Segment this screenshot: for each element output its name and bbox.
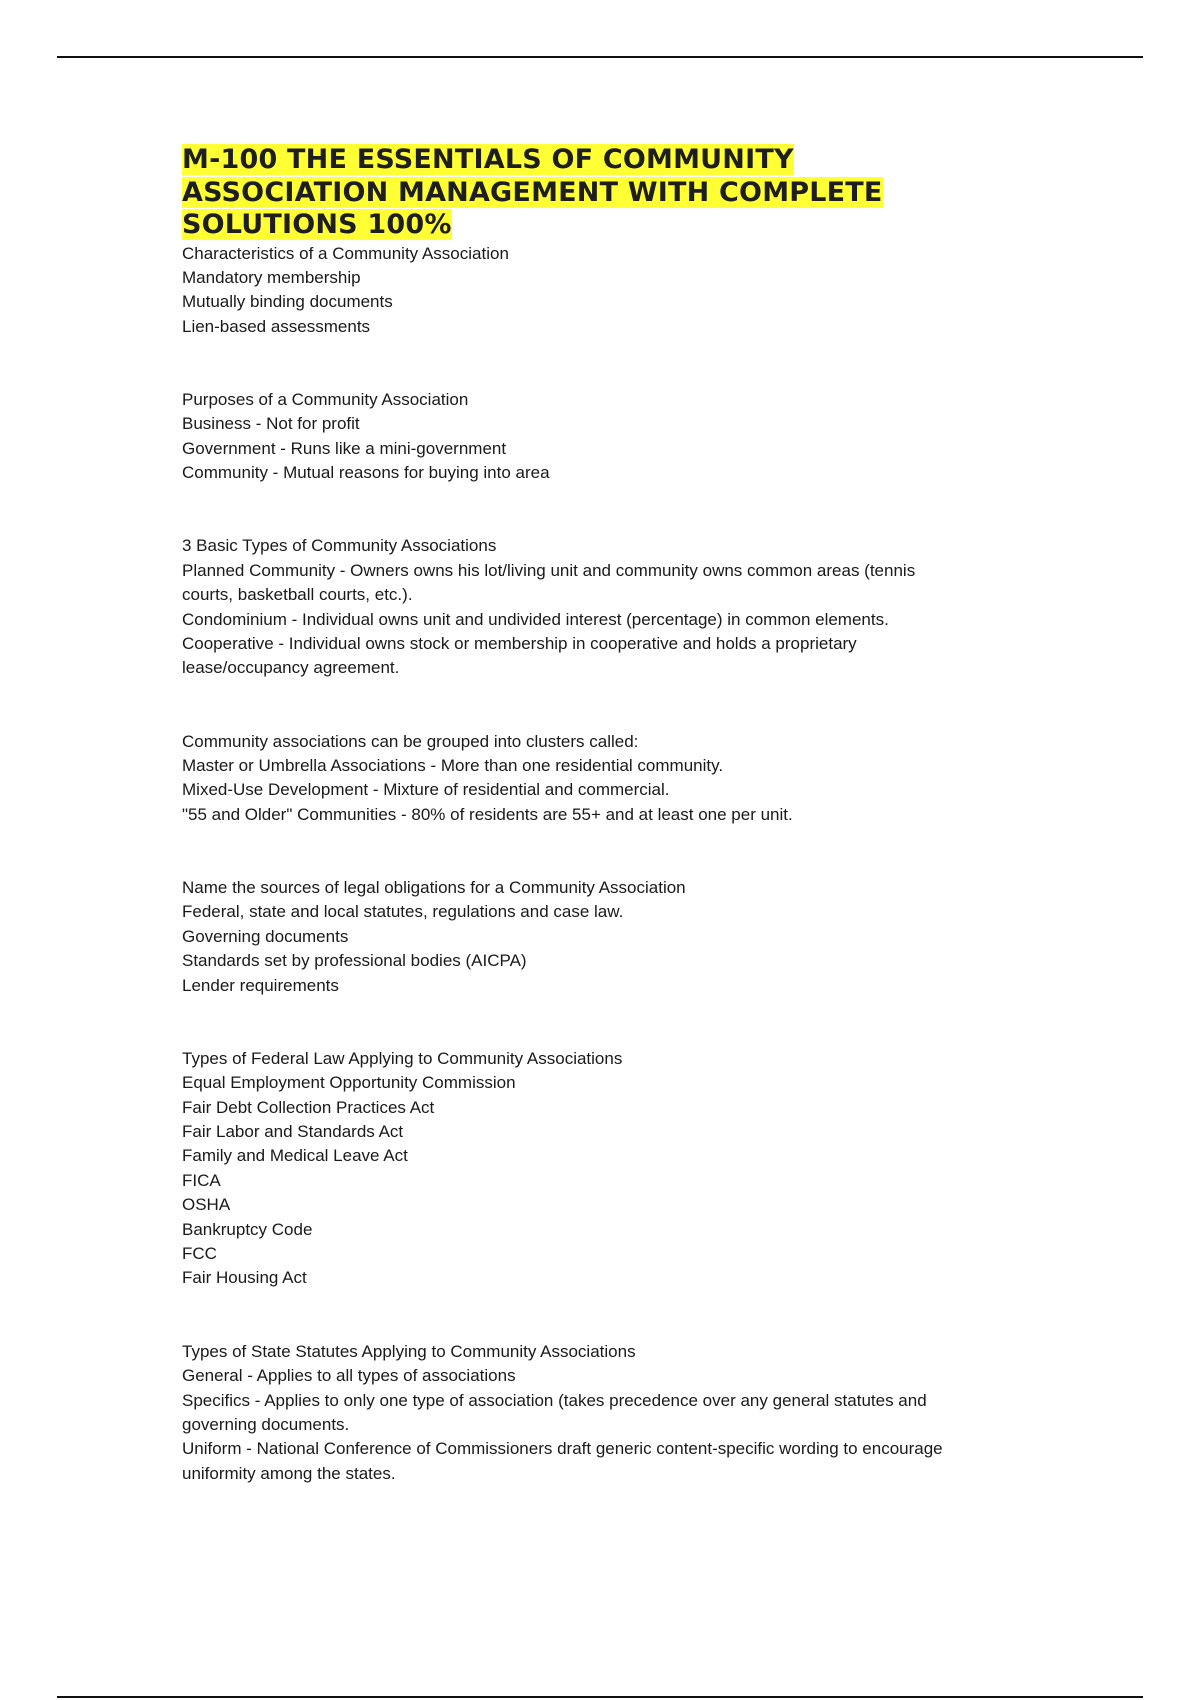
section-heading: Types of Federal Law Applying to Community Associations xyxy=(182,1048,623,1068)
section-line: Lien-based assessments xyxy=(182,316,371,336)
section-line: Cooperative - Individual owns stock or membership in cooperative and holds a proprietary xyxy=(182,633,857,653)
section-line: Governing documents xyxy=(182,926,349,946)
section-line: Condominium - Individual owns unit and undivided interest (percentage) in common elements. xyxy=(182,609,889,629)
top-rule xyxy=(57,56,1143,58)
section-clusters xyxy=(182,730,1022,828)
title-line-1: M-100 THE ESSENTIALS OF COMMUNITY xyxy=(182,144,794,175)
section-line: Federal, state and local statutes, regulations and case law. xyxy=(182,902,624,922)
section-federal-law xyxy=(182,1047,1022,1291)
section-line: FCC xyxy=(182,1244,217,1264)
section-line: Mixed-Use Development - Mixture of residential and commercial. xyxy=(182,780,670,800)
section-line: General - Applies to all types of associations xyxy=(182,1366,516,1386)
section-line: "55 and Older" Communities - 80% of residents are 55+ and at least one per unit. xyxy=(182,804,793,824)
section-line: Fair Housing Act xyxy=(182,1268,307,1288)
section-line: Equal Employment Opportunity Commission xyxy=(182,1073,516,1093)
document-body xyxy=(182,144,1022,1486)
section-line: Lender requirements xyxy=(182,975,339,995)
section-purposes xyxy=(182,388,1022,486)
section-line: Family and Medical Leave Act xyxy=(182,1146,408,1166)
section-line: Mandatory membership xyxy=(182,267,361,287)
section-line: Mutually binding documents xyxy=(182,292,393,312)
section-basic-types xyxy=(182,534,1022,680)
section-characteristics xyxy=(182,242,1022,340)
section-line: Master or Umbrella Associations - More than one residential community. xyxy=(182,755,724,775)
section-line: Community - Mutual reasons for buying into area xyxy=(182,463,550,483)
bottom-rule xyxy=(57,1696,1143,1698)
section-line: uniformity among the states. xyxy=(182,1463,396,1483)
section-line: Bankruptcy Code xyxy=(182,1219,313,1239)
section-line: lease/occupancy agreement. xyxy=(182,658,400,678)
section-heading: 3 Basic Types of Community Associations xyxy=(182,536,497,556)
section-line: Government - Runs like a mini-government xyxy=(182,438,507,458)
section-line: courts, basketball courts, etc.). xyxy=(182,585,413,605)
section-line: Planned Community - Owners owns his lot/living unit and community owns common areas (tennis xyxy=(182,560,916,580)
section-state-statutes xyxy=(182,1340,1022,1486)
section-line: Specifics - Applies to only one type of association (takes precedence over any general statutes and xyxy=(182,1390,927,1410)
section-line: governing documents. xyxy=(182,1414,350,1434)
section-line: Business - Not for profit xyxy=(182,414,360,434)
section-line: FICA xyxy=(182,1170,221,1190)
title-line-3: SOLUTIONS 100% xyxy=(182,209,452,240)
title-line-2: ASSOCIATION MANAGEMENT WITH COMPLETE xyxy=(182,176,883,208)
section-heading: Types of State Statutes Applying to Community Associations xyxy=(182,1341,636,1361)
section-heading: Community associations can be grouped into clusters called: xyxy=(182,731,639,751)
section-heading: Purposes of a Community Association xyxy=(182,389,469,409)
section-heading: Characteristics of a Community Association xyxy=(182,243,509,263)
section-legal-obligations xyxy=(182,876,1022,998)
section-line: Standards set by professional bodies (AICPA) xyxy=(182,951,527,971)
section-line: Uniform - National Conference of Commissioners draft generic content-specific wording to encourage xyxy=(182,1439,943,1459)
section-line: OSHA xyxy=(182,1195,231,1215)
document-title xyxy=(182,144,1022,242)
section-line: Fair Labor and Standards Act xyxy=(182,1122,404,1142)
section-heading: Name the sources of legal obligations for a Community Association xyxy=(182,878,686,897)
section-line: Fair Debt Collection Practices Act xyxy=(182,1097,435,1117)
